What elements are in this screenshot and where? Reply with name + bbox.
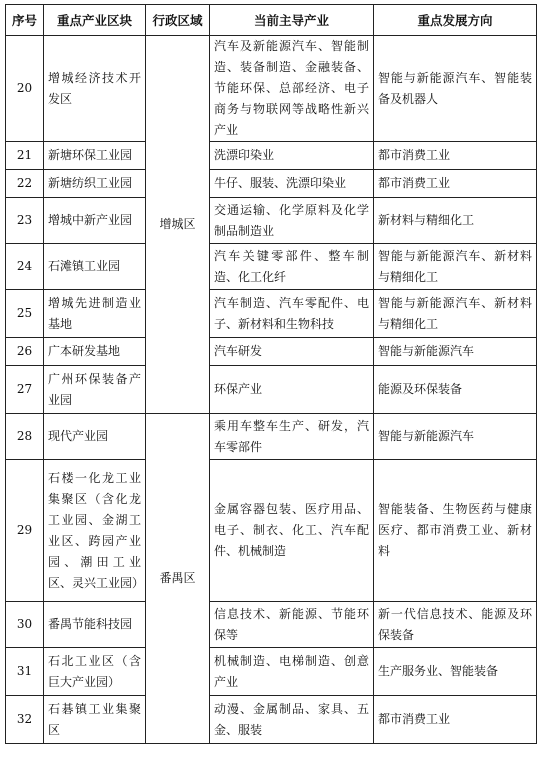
development-direction bbox=[374, 648, 537, 696]
current-industry bbox=[210, 290, 374, 338]
development-direction bbox=[374, 198, 537, 244]
table-row bbox=[6, 142, 537, 170]
row-number: 30 bbox=[6, 602, 44, 648]
development-direction bbox=[374, 290, 537, 338]
industry-block-text: 增城先进制造业基地 bbox=[48, 295, 141, 331]
current-industry-text: 交通运输、化学原料及化学制品制造业 bbox=[214, 202, 369, 238]
table-row bbox=[6, 290, 537, 338]
header-district: 行政区域 bbox=[146, 5, 210, 36]
industry-block-table bbox=[5, 4, 537, 744]
current-industry bbox=[210, 602, 374, 648]
current-industry bbox=[210, 36, 374, 142]
development-direction bbox=[374, 414, 537, 460]
header-direction: 重点发展方向 bbox=[374, 5, 537, 36]
industry-block-name bbox=[44, 36, 146, 142]
row-number: 21 bbox=[6, 142, 44, 170]
current-industry-text: 牛仔、服装、洗漂印染业 bbox=[214, 176, 347, 190]
row-number: 24 bbox=[6, 244, 44, 290]
current-industry-text: 信息技术、新能源、节能环保等 bbox=[214, 606, 369, 642]
row-number: 27 bbox=[6, 366, 44, 414]
industry-block-name bbox=[44, 142, 146, 170]
table-row bbox=[6, 198, 537, 244]
row-number: 28 bbox=[6, 414, 44, 460]
development-direction-text: 都市消费工业 bbox=[378, 148, 451, 162]
row-number: 20 bbox=[6, 36, 44, 142]
table-row bbox=[6, 338, 537, 366]
development-direction-text: 都市消费工业 bbox=[378, 176, 451, 190]
current-industry bbox=[210, 198, 374, 244]
industry-block-name bbox=[44, 414, 146, 460]
development-direction-text: 能源及环保装备 bbox=[378, 382, 463, 396]
development-direction-text: 智能与新能源汽车 bbox=[378, 344, 475, 358]
development-direction-text: 智能与新能源汽车、新材料与精细化工 bbox=[378, 295, 532, 331]
table-header-row bbox=[6, 5, 537, 36]
industry-block-name bbox=[44, 338, 146, 366]
current-industry bbox=[210, 648, 374, 696]
development-direction-text: 智能与新能源汽车、新材料与精细化工 bbox=[378, 248, 532, 284]
development-direction-text: 智能与新能源汽车、智能装备及机器人 bbox=[378, 70, 532, 106]
current-industry-text: 汽车研发 bbox=[214, 344, 263, 358]
development-direction bbox=[374, 696, 537, 744]
industry-block-text: 新塘纺织工业园 bbox=[48, 176, 133, 190]
current-industry bbox=[210, 244, 374, 290]
current-industry bbox=[210, 142, 374, 170]
current-industry-text: 汽车制造、汽车零配件、电子、新材料和生物科技 bbox=[214, 295, 369, 331]
table-body bbox=[6, 36, 537, 744]
row-number: 31 bbox=[6, 648, 44, 696]
table-row bbox=[6, 414, 537, 460]
header-block: 重点产业区块 bbox=[44, 5, 146, 36]
development-direction bbox=[374, 142, 537, 170]
development-direction-text: 生产服务业、智能装备 bbox=[378, 664, 499, 678]
header-no: 序号 bbox=[6, 5, 44, 36]
table-row bbox=[6, 602, 537, 648]
industry-block-text: 广州环保装备产业园 bbox=[48, 371, 141, 407]
row-number: 25 bbox=[6, 290, 44, 338]
row-number: 22 bbox=[6, 170, 44, 198]
development-direction-text: 都市消费工业 bbox=[378, 712, 451, 726]
industry-block-text: 增城经济技术开发区 bbox=[48, 70, 141, 106]
development-direction bbox=[374, 36, 537, 142]
current-industry-text: 金属容器包装、医疗用品、电子、制衣、化工、汽车配件、机械制造 bbox=[214, 502, 369, 558]
district-cell: 番禺区 bbox=[146, 414, 210, 744]
industry-block-name bbox=[44, 198, 146, 244]
industry-block-text: 现代产业园 bbox=[48, 429, 109, 443]
district-cell: 增城区 bbox=[146, 36, 210, 414]
current-industry-text: 汽车关键零部件、整车制造、化工化纤 bbox=[214, 248, 369, 284]
development-direction-text: 智能与新能源汽车 bbox=[378, 429, 475, 443]
table-row bbox=[6, 648, 537, 696]
industry-block-text: 新塘环保工业园 bbox=[48, 148, 133, 162]
table-container bbox=[5, 4, 537, 744]
current-industry bbox=[210, 460, 374, 602]
table-row bbox=[6, 696, 537, 744]
current-industry-text: 乘用车整车生产、研发，汽车零部件 bbox=[214, 418, 369, 454]
industry-block-text: 番禺节能科技园 bbox=[48, 617, 133, 631]
industry-block-text: 广本研发基地 bbox=[48, 344, 121, 358]
industry-block-name bbox=[44, 460, 146, 602]
industry-block-text: 石滩镇工业园 bbox=[48, 259, 121, 273]
current-industry bbox=[210, 366, 374, 414]
header-industry: 当前主导产业 bbox=[210, 5, 374, 36]
development-direction bbox=[374, 170, 537, 198]
industry-block-text: 石北工业区（含巨大产业园） bbox=[48, 653, 141, 689]
current-industry bbox=[210, 414, 374, 460]
industry-block-name bbox=[44, 244, 146, 290]
current-industry-text: 洗漂印染业 bbox=[214, 148, 275, 162]
current-industry-text: 动漫、金属制品、家具、五金、服装 bbox=[214, 701, 369, 737]
development-direction-text: 智能装备、生物医药与健康医疗、都市消费工业、新材料 bbox=[378, 502, 532, 558]
row-number: 23 bbox=[6, 198, 44, 244]
table-row bbox=[6, 36, 537, 142]
development-direction bbox=[374, 366, 537, 414]
development-direction bbox=[374, 460, 537, 602]
industry-block-name bbox=[44, 648, 146, 696]
table-row bbox=[6, 170, 537, 198]
current-industry bbox=[210, 170, 374, 198]
current-industry bbox=[210, 696, 374, 744]
development-direction bbox=[374, 244, 537, 290]
current-industry-text: 机械制造、电梯制造、创意产业 bbox=[214, 653, 369, 689]
development-direction bbox=[374, 602, 537, 648]
table-row bbox=[6, 244, 537, 290]
current-industry bbox=[210, 338, 374, 366]
industry-block-text: 增城中新产业园 bbox=[48, 213, 133, 227]
industry-block-text: 石碁镇工业集聚区 bbox=[48, 701, 141, 737]
row-number: 29 bbox=[6, 460, 44, 602]
industry-block-name bbox=[44, 696, 146, 744]
table-row bbox=[6, 460, 537, 602]
development-direction bbox=[374, 338, 537, 366]
industry-block-name bbox=[44, 366, 146, 414]
current-industry-text: 环保产业 bbox=[214, 382, 263, 396]
industry-block-name bbox=[44, 170, 146, 198]
industry-block-name bbox=[44, 602, 146, 648]
row-number: 26 bbox=[6, 338, 44, 366]
industry-block-name bbox=[44, 290, 146, 338]
current-industry-text: 汽车及新能源汽车、智能制造、装备制造、金融装备、节能环保、总部经济、电子商务与物联网等战略性新兴产业 bbox=[214, 39, 369, 137]
table-row bbox=[6, 366, 537, 414]
development-direction-text: 新一代信息技术、能源及环保装备 bbox=[378, 606, 532, 642]
development-direction-text: 新材料与精细化工 bbox=[378, 213, 475, 227]
industry-block-text: 石楼一化龙工业集聚区（含化龙工业园、金湖工业区、跨园产业园、潮田工业区、灵兴工业园） bbox=[48, 470, 145, 590]
row-number: 32 bbox=[6, 696, 44, 744]
